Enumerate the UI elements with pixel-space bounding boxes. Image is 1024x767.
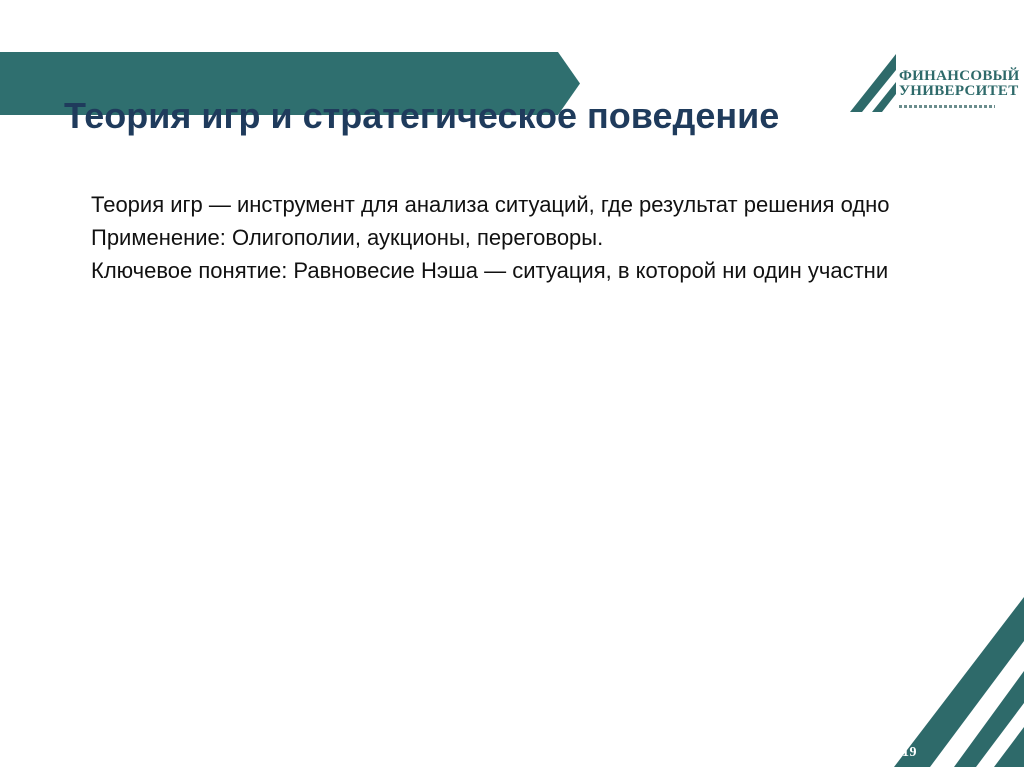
founding-year: 1919 <box>887 745 917 760</box>
bullet-item: Применение: Олигополии, аукционы, переговоры. <box>91 225 604 250</box>
slide-title: Теория игр и стратегическое поведение <box>64 95 780 136</box>
university-logo <box>848 50 1020 128</box>
bullet-item: Теория игр — инструмент для анализа ситуаций, где результат решения одно <box>91 192 890 217</box>
corner-decoration <box>894 567 1024 767</box>
university-logo-icon <box>848 50 898 120</box>
logo-line-2: УНИВЕРСИТЕТ <box>899 83 1019 99</box>
logo-line-1: ФИНАНСОВЫЙ <box>899 68 1020 84</box>
bullet-list <box>91 188 1024 287</box>
logo-tagline <box>899 105 995 108</box>
bullet-item: Ключевое понятие: Равновесие Нэша — ситуация, в которой ни один участни <box>91 258 889 283</box>
